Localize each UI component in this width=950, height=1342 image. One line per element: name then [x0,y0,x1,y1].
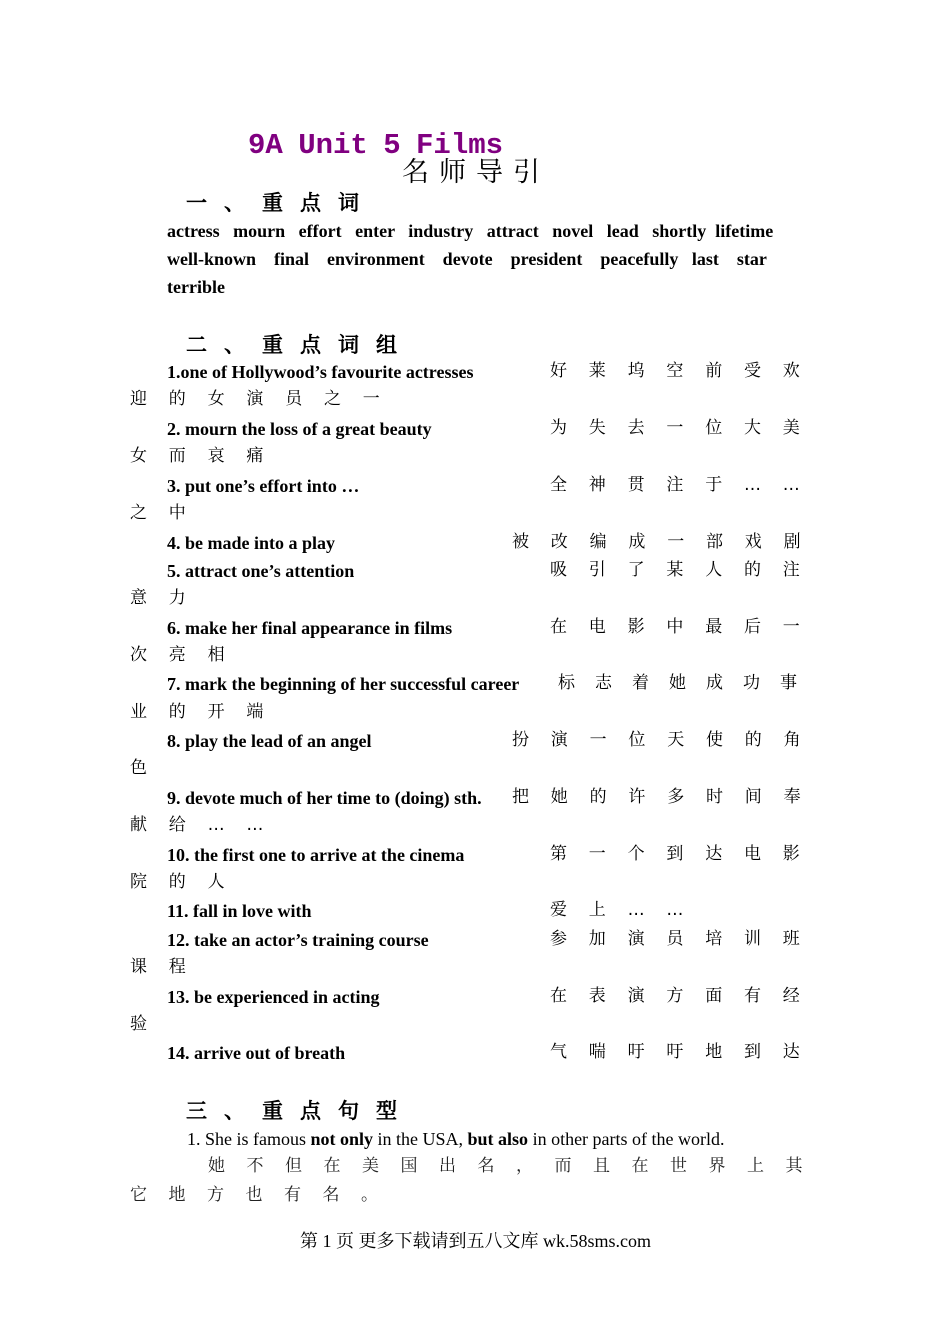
phrase-chinese: 好莱坞空前受欢 [550,361,822,381]
sentence-bold: not only [310,1129,374,1149]
sentence-text: 1. She is famous [187,1129,311,1149]
phrase-chinese: 爱上…… [550,900,706,920]
key-sentence [187,1130,725,1148]
vocab-text: actress mourn effort enter industry attract novel lead shortly lifetime [167,221,774,241]
phrase-english: 5. attract one’s attention [167,561,355,581]
sentence-text: in the USA, [373,1129,468,1149]
phrase-chinese: 气喘吁吁地到达 [550,1042,822,1062]
phrase-english: 1.one of Hollywood’s favourite actresses [167,362,474,382]
phrase-chinese-continued: 之中 [130,503,208,523]
section1-heading: 一、重点词 [186,190,376,215]
phrase-chinese: 参加演员培训班 [550,929,822,949]
vocab-line-1 [167,222,773,240]
phrase-english: 9. devote much of her time to (doing) sth. [167,788,482,808]
sentence-translation-2: 它地方也有名。 [130,1185,400,1205]
phrase-chinese: 为失去一位大美 [550,418,822,438]
phrase-english: 3. put one’s effort into … [167,476,360,496]
phrase-chinese-continued: 院的人 [130,872,247,892]
vocab-line-3 [167,278,225,296]
phrase-chinese: 在电影中最后一 [550,617,822,637]
sentence-bold: but also [467,1129,529,1149]
phrase-chinese: 全神贯注于…… [550,475,822,495]
phrase-chinese: 把她的许多时间奉 [512,787,823,807]
phrase-chinese-continued: 意力 [130,588,208,608]
phrase-chinese-continued: 业的开端 [130,702,286,722]
phrase-english: 6. make her final appearance in films [167,618,453,638]
phrase-english: 14. arrive out of breath [167,1043,346,1063]
phrase-chinese: 被改编成一部戏剧 [512,532,823,552]
phrase-chinese-continued: 色 [130,758,169,778]
sentence-text: in other parts of the world. [528,1129,725,1149]
document-subtitle: 名师导引 [402,157,550,188]
page-footer: 第 1 页 更多下载请到五八文库 wk.58sms.com [300,1231,651,1251]
phrase-chinese-continued: 验 [130,1014,169,1034]
section3-heading: 三、重点句型 [186,1098,414,1123]
phrase-chinese-continued: 次亮相 [130,645,247,665]
sentence-translation-1: 她不但在美国出名，而且在世界上其 [208,1156,824,1176]
phrase-english: 13. be experienced in acting [167,987,380,1007]
document-title: 9A Unit 5 Films [248,129,504,162]
vocab-text: well-known final environment devote president peacefully last star [167,249,767,269]
vocab-line-2 [167,250,767,268]
phrase-english: 2. mourn the loss of a great beauty [167,419,432,439]
phrase-english: 8. play the lead of an angel [167,731,372,751]
phrase-chinese-continued: 女而哀痛 [130,446,286,466]
phrase-chinese-continued: 迎的女演员之一 [130,389,402,409]
phrase-chinese: 扮演一位天使的角 [512,730,823,750]
phrase-english: 10. the first one to arrive at the cinema [167,845,465,865]
phrase-chinese: 在表演方面有经 [550,986,822,1006]
phrase-chinese: 标志着她成功事 [558,673,817,693]
phrase-chinese-continued: 课程 [130,957,208,977]
phrase-chinese-continued: 献给…… [130,815,286,835]
vocab-text: terrible [167,277,225,297]
phrase-english: 4. be made into a play [167,533,336,553]
phrase-chinese: 第一个到达电影 [550,844,822,864]
phrase-english: 7. mark the beginning of her successful career [167,674,520,694]
phrase-chinese: 吸引了某人的注 [550,560,822,580]
section2-heading: 二、重点词组 [186,332,414,357]
phrase-english: 12. take an actor’s training course [167,930,429,950]
phrase-english: 11. fall in love with [167,901,312,921]
